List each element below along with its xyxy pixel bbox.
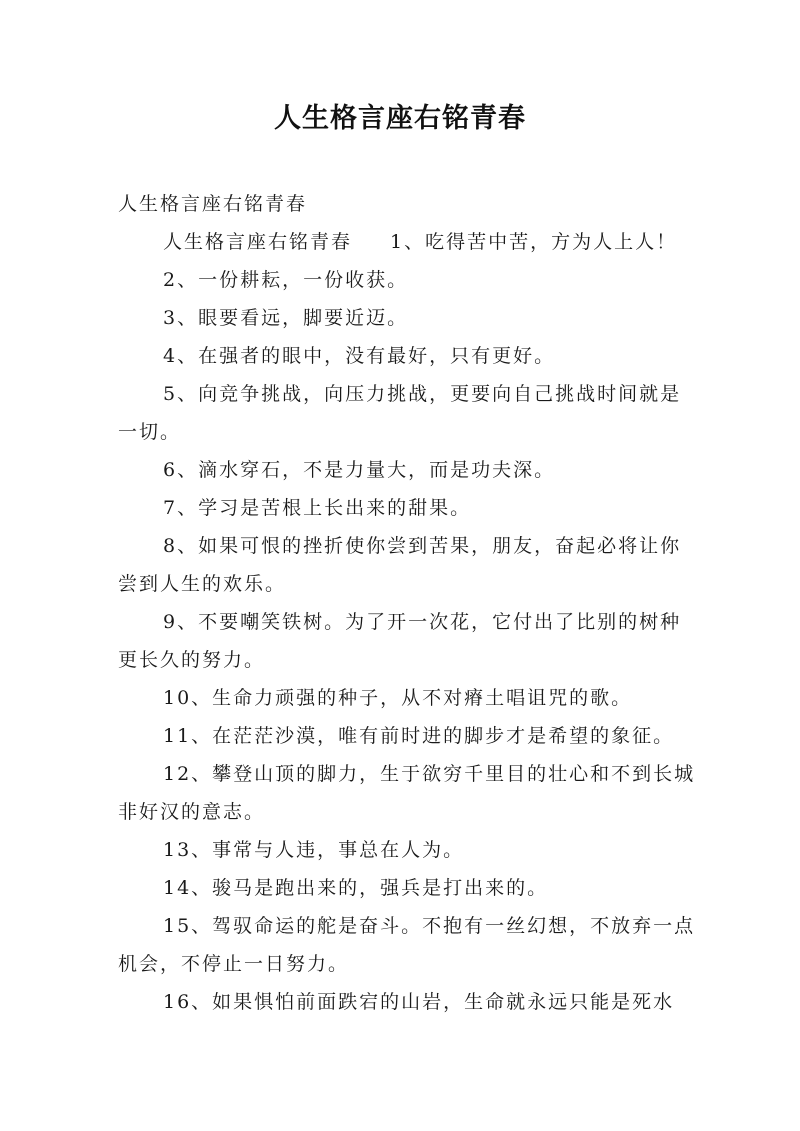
document-body: [118, 185, 698, 1021]
motto-line-16: 16、如果惧怕前面跌宕的山岩，生命就永远只能是死水: [163, 991, 675, 1013]
motto-line-15: 15、驾驭命运的舵是奋斗。不抱有一丝幻想，不放弃一点机会，不停止一日努力。: [118, 915, 696, 975]
motto-line-1: [118, 223, 698, 261]
motto-line-14: 14、骏马是跑出来的，强兵是打出来的。: [163, 877, 549, 899]
motto-line-13: 13、事常与人违，事总在人为。: [163, 839, 465, 861]
document-subtitle: 人生格言座右铭青春: [118, 193, 308, 215]
motto-line-1-text: 1、吃得苦中苦，方为人上人！: [390, 231, 678, 253]
page-title: 人生格言座右铭青春: [274, 103, 526, 134]
motto-line-9: 9、不要嘲笑铁树。为了开一次花，它付出了比别的树种更长久的努力。: [118, 611, 682, 671]
motto-lead-label: 人生格言座右铭青春: [163, 231, 353, 253]
motto-line-10: 10、生命力顽强的种子，从不对瘠土唱诅咒的歌。: [163, 687, 633, 709]
motto-line-8: 8、如果可恨的挫折使你尝到苦果，朋友，奋起必将让你尝到人生的欢乐。: [118, 535, 682, 595]
motto-line-4: 4、在强者的眼中，没有最好，只有更好。: [163, 345, 556, 367]
motto-line-2: 2、一份耕耘，一份收获。: [163, 269, 409, 291]
motto-line-3: 3、眼要看远，脚要近迈。: [163, 307, 409, 329]
motto-line-6: 6、滴水穿石，不是力量大，而是功夫深。: [163, 459, 556, 481]
motto-line-11: 11、在茫茫沙漠，唯有前时进的脚步才是希望的象征。: [163, 725, 675, 747]
motto-line-5: 5、向竞争挑战，向压力挑战，更要向自己挑战时间就是一切。: [118, 383, 682, 443]
motto-line-7: 7、学习是苦根上长出来的甜果。: [163, 497, 472, 519]
motto-line-12: 12、攀登山顶的脚力，生于欲穷千里目的壮心和不到长城非好汉的意志。: [118, 763, 696, 823]
